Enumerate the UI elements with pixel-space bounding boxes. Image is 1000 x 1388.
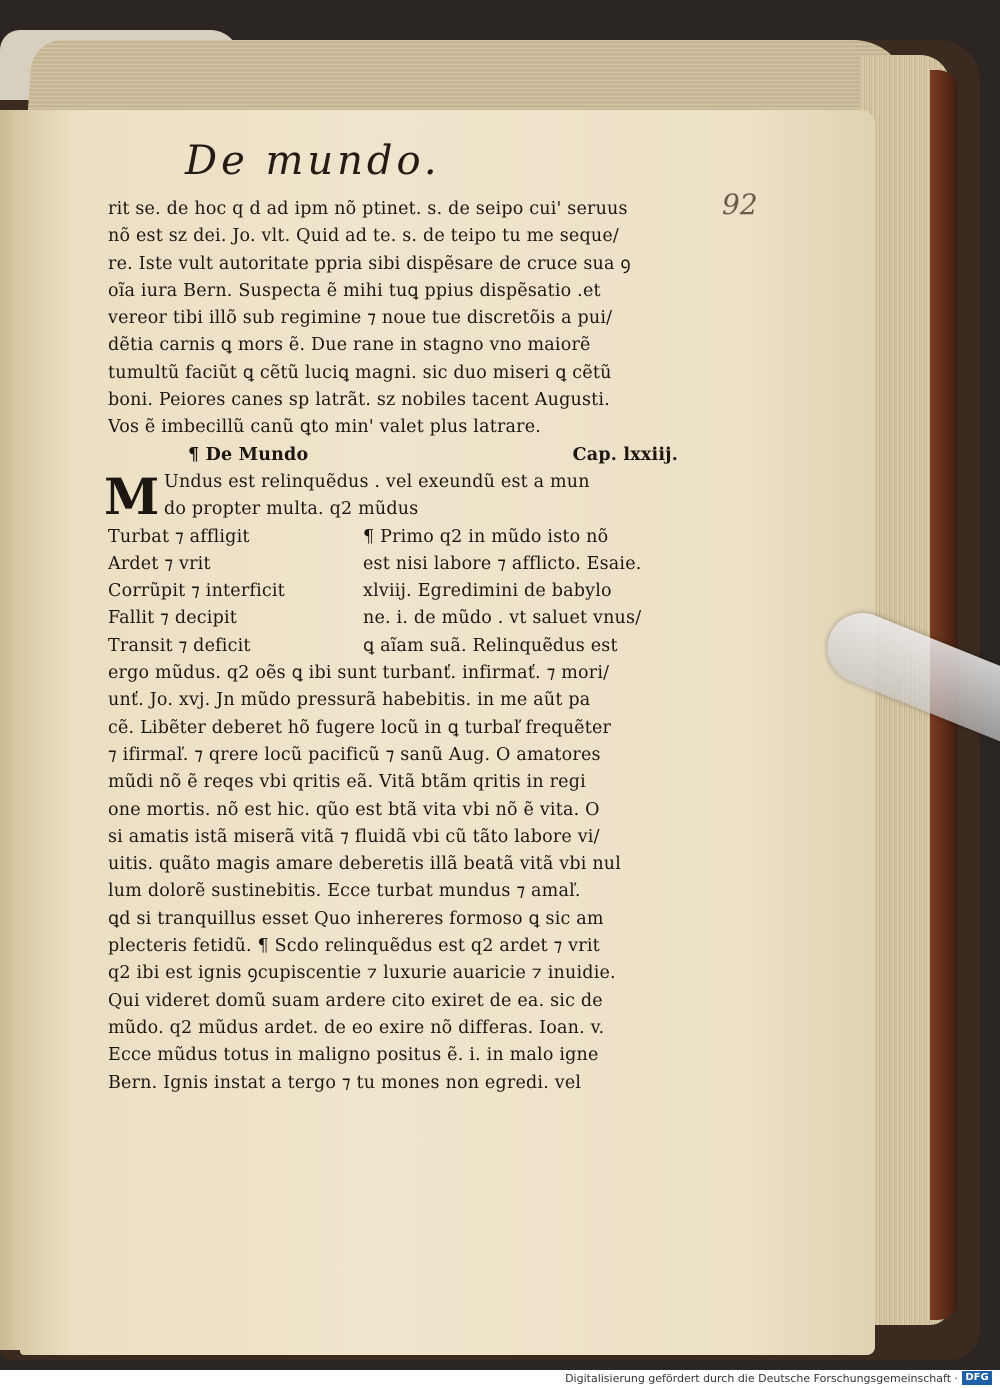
text-line: unť. Jo. xvj. Jn mũdo pressurã habebitis. in me aũt pa [108, 690, 591, 711]
chapter-heading [108, 442, 678, 469]
printed-text-block [104, 196, 678, 1097]
text-line: Qui videret domũ suam ardere cito exiret de ea. sic de [108, 990, 603, 1011]
chapter-title: ¶ De Mundo [188, 444, 309, 465]
decorated-initial: M [104, 466, 160, 526]
text-line: Fallit ⁊ decipit [108, 608, 238, 629]
text-line: xlviij. Egredimini de babylo [363, 581, 612, 602]
two-column-list [108, 524, 678, 660]
text-bottom-section [108, 660, 678, 1097]
text-line: uitis. quãto magis amare deberetis illã beatã vitã vbi nul [108, 854, 622, 875]
text-line: Ecce mũdus totus in maligno positus ẽ. i. in malo igne [108, 1045, 599, 1066]
text-line: ꝗd si tranquillus esset Quo inhereres formoso ꝗ sic am [108, 908, 604, 929]
text-line: nõ est sz dei. Jo. vlt. Quid ad te. s. de teipo tu me seque/ [108, 226, 620, 247]
text-line: re. Iste vult autoritate ppria sibi dispẽsare de cruce sua ꝯ [108, 253, 631, 274]
text-line: mũdo. q2 mũdus ardet. de eo exire nõ differas. Ioan. v. [108, 1017, 605, 1038]
text-line: si amatis istã miserã vitã ⁊ fluidã vbi cũ tãto labore vi/ [108, 826, 600, 847]
page-block-top-edge [27, 40, 913, 120]
text-line: Transit ⁊ deficit [108, 635, 251, 656]
text-line: rit se. de hoc q d ad ipm nõ ptinet. s. de seipo cui' seruus [108, 199, 628, 219]
dfg-logo: DFG [962, 1371, 992, 1385]
text-line: dẽtia carnis ꝗ mors ẽ. Due rane in stagno vno maiorẽ [108, 335, 591, 356]
intro-lines [108, 469, 678, 524]
text-top-section [108, 196, 678, 442]
text-line: ergo mũdus. q2 oẽs ꝗ ibi sunt turbanť. infirmať. ⁊ mori/ [108, 663, 610, 684]
text-line: cẽ. Libẽter deberet hõ fugere locũ in ꝗ turbaľ frequẽter [108, 717, 612, 738]
text-line: tumultũ faciũt ꝗ cẽtũ luciꝗ magni. sic duo miseri ꝗ cẽtũ [108, 362, 612, 383]
text-line: one mortis. nõ est hic. qũo est btã vita vbi nõ ẽ vita. O [108, 799, 600, 820]
digitization-credit: Digitalisierung gefördert durch die Deutsche Forschungsgemeinschaft · [565, 1372, 958, 1385]
handwritten-heading: De mundo. [185, 138, 441, 184]
text-line: Corrũpit ⁊ interficit [108, 581, 285, 602]
text-line: oĩa iura Bern. Suspecta ẽ mihi tuꝗ ppius dispẽsatio .et [108, 280, 601, 301]
text-line: mũdi nõ ẽ reqes vbi qritis eã. Vitã btãm qritis in regi [108, 772, 586, 793]
text-line: ꝗ aĩam suã. Relinquẽdus est [363, 635, 618, 656]
text-line: Vos ẽ imbecillũ canũ ꝗto min' valet plus latrare. [108, 417, 542, 438]
text-line: ne. i. de mũdo . vt saluet vnus/ [363, 608, 642, 629]
text-line: Turbat ⁊ affligit [108, 526, 250, 547]
text-line: ⁊ ifirmaľ. ⁊ qrere locũ pacificũ ⁊ sanũ Aug. O amatores [108, 744, 601, 765]
initial-paragraph [104, 466, 678, 526]
text-line: est nisi labore ⁊ afflicto. Esaie. [363, 553, 642, 574]
chapter-number: Cap. lxxiij. [572, 444, 678, 465]
text-line: Bern. Ignis instat a tergo ⁊ tu mones non egredi. vel [108, 1072, 582, 1093]
text-line: boni. Peiores canes sp latrãt. sz nobiles tacent Augusti. [108, 390, 610, 411]
list-right-column [363, 524, 678, 660]
text-line: Undus est relinquẽdus . vel exeundũ est a mun [164, 471, 590, 492]
text-line: Ardet ⁊ vrit [108, 553, 211, 574]
text-line: plecteris fetidũ. ¶ Scdo relinquẽdus est q2 ardet ⁊ vrit [108, 936, 600, 957]
folio-number: 92 [722, 188, 758, 221]
text-line: q2 ibi est ignis ꝯcupiscentie ⁊ luxurie auaricie ⁊ inuidie. [108, 963, 616, 984]
text-line: ¶ Primo q2 in mũdo isto nõ [363, 526, 609, 547]
text-line: do propter multa. q2 mũdus [164, 499, 419, 520]
text-line: vereor tibi illõ sub regimine ⁊ noue tue discretõis a pui/ [108, 308, 613, 329]
text-line: lum dolorẽ sustinebitis. Ecce turbat mundus ⁊ amaľ. [108, 881, 581, 902]
list-left-column [108, 524, 363, 660]
